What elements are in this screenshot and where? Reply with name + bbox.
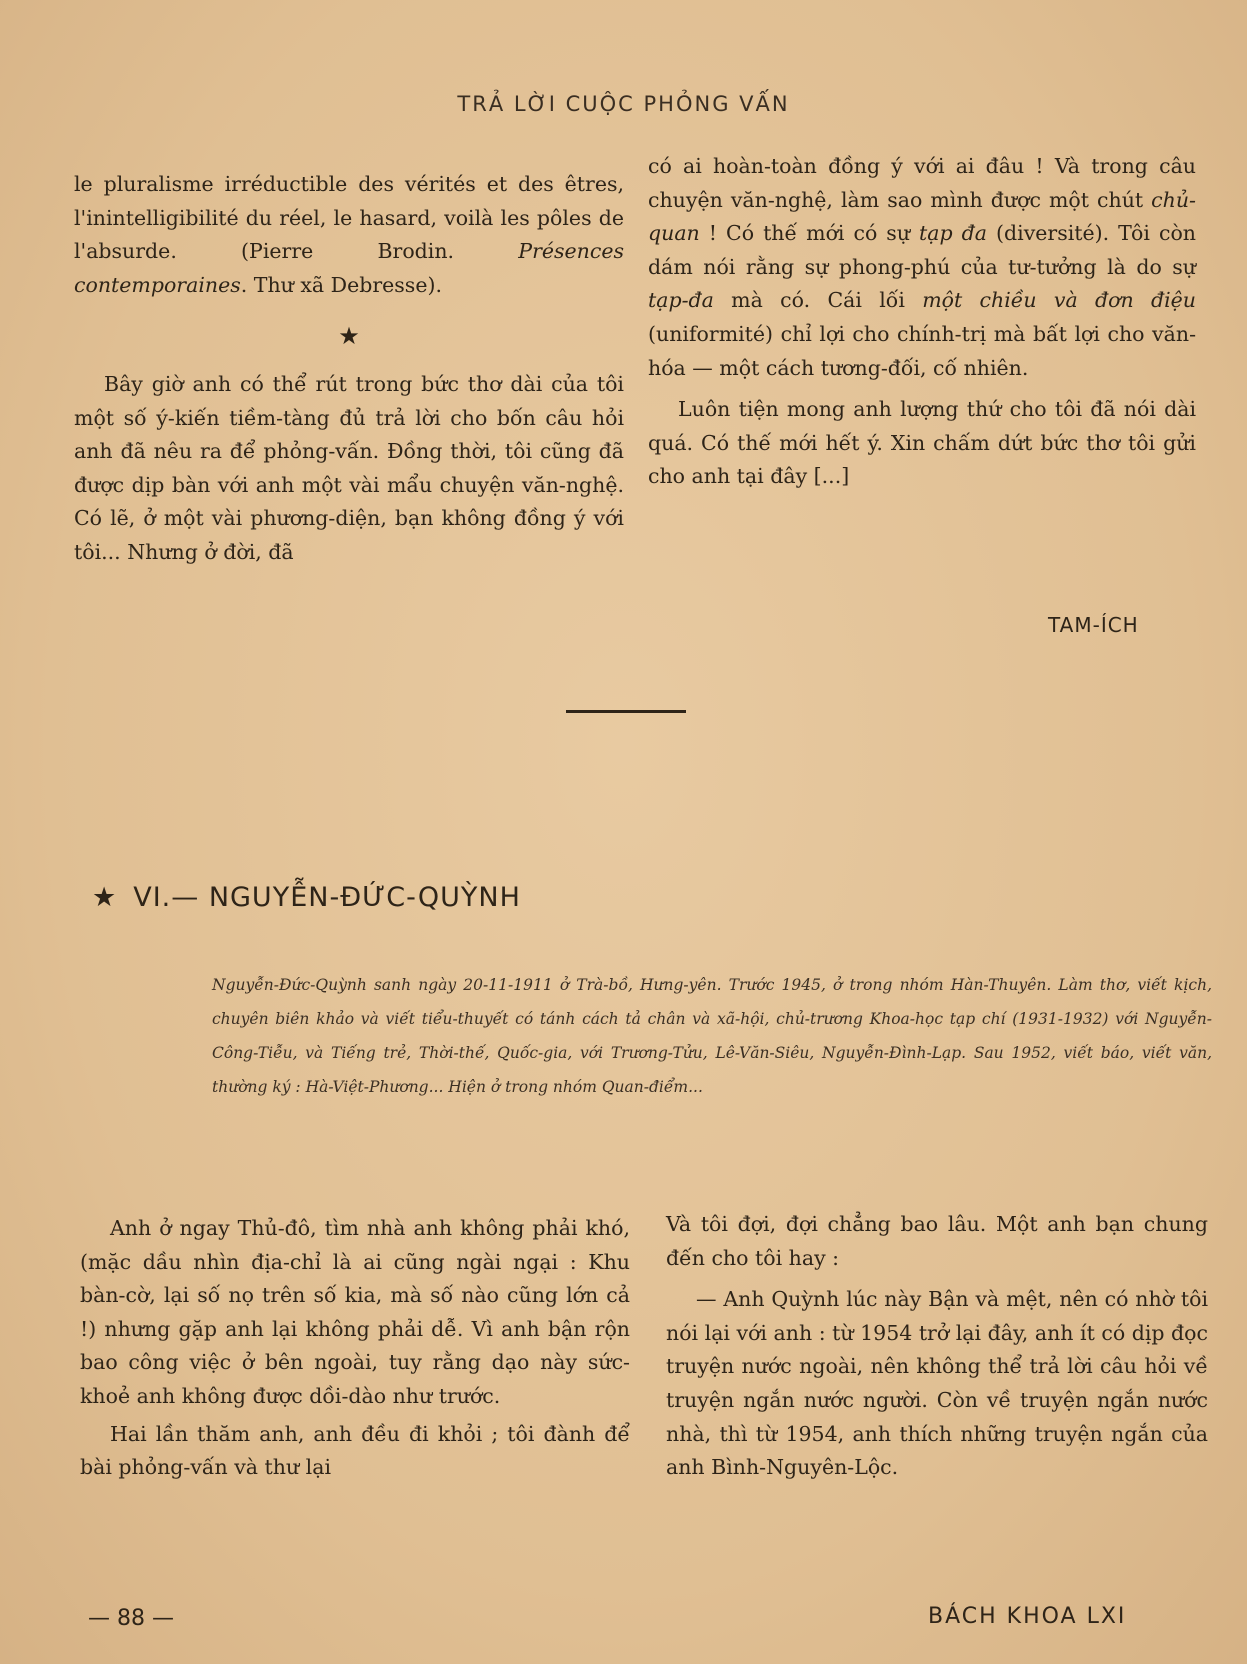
page-number: — 88 —: [88, 1606, 174, 1631]
left-column-bottom: [80, 1212, 630, 1485]
section-divider: [566, 710, 686, 713]
section-title: VI.— NGUYỄN-ĐỨC-QUỲNH: [133, 882, 521, 913]
book-title: Présences contemporaines: [74, 239, 624, 297]
body-paragraph: Và tôi đợi, đợi chẳng bao lâu. Một anh bạn chung đến cho tôi hay :: [666, 1212, 1208, 1270]
body-paragraph: Anh ở ngay Thủ-đô, tìm nhà anh không phải khó, (mặc dầu nhìn địa-chỉ là ai cũng ngài ngại : Khu bàn-cờ, lại số nọ trên số kia, mà số nào cũng lớn cả !) nhưng gặp anh lại không phải dễ. Vì anh bận rộn bao công việc ở bên ngoài, tuy rằng dạo này sức-khoẻ anh không được dồi-dào như trước.: [80, 1216, 630, 1408]
section-heading: [92, 882, 521, 913]
journal-name: BÁCH KHOA LXI: [928, 1604, 1127, 1629]
body-paragraph: Bây giờ anh có thể rút trong bức thơ dài của tôi một số ý-kiến tiềm-tàng đủ trả lời cho bốn câu hỏi anh đã nêu ra để phỏng-vấn. Đồng thời, tôi cũng đã được dịp bàn với anh một vài mẩu chuyện văn-nghệ. Có lẽ, ở một vài phương-diện, bạn không đồng ý với tôi... Nhưng ở đời, đã: [74, 371, 624, 564]
signature: TAM-ÍCH: [1048, 613, 1139, 637]
left-column-top: [74, 168, 624, 570]
body-paragraph: Luôn tiện mong anh lượng thứ cho tôi đã nói dài quá. Có thế mới hết ý. Xin chấm dứt bức thơ tôi gửi cho anh tại đây [...]: [648, 397, 1196, 489]
body-paragraph: Hai lần thăm anh, anh đều đi khỏi ; tôi đành để bài phỏng-vấn và thư lại: [80, 1421, 630, 1480]
body-paragraph: — Anh Quỳnh lúc này Bận và mệt, nên có nhờ tôi nói lại với anh : từ 1954 trở lại đây, anh ít có dịp đọc truyện nước ngoài, nên không thể trả lời câu hỏi về truyện ngắn nước người. Còn về truyện ngắn nước nhà, thì từ 1954, anh thích những truyện ngắn của anh Bình-Nguyên-Lộc.: [666, 1287, 1208, 1480]
page-header: TRẢ LỜI CUỘC PHỎNG VẤN: [457, 92, 790, 116]
quote-paragraph: le pluralisme irréductible des vérités et des êtres, l'inintelligibilité du réel, le hasard, voilà les pôles de l'absurde. (Pierre Brodin. Présences contemporaines. Thư xã Debresse).: [74, 172, 624, 297]
right-column-bottom: [666, 1208, 1208, 1485]
star-icon: ★: [92, 882, 118, 913]
star-divider-icon: ★: [338, 322, 360, 351]
right-column-top: [648, 150, 1196, 494]
body-paragraph: có ai hoàn-toàn đồng ý với ai đâu ! Và trong câu chuyện văn-nghệ, làm sao mình được một chút chủ-quan ! Có thế mới có sự tạp đa (diversité). Tôi còn dám nói rằng sự phong-phú của tư-tưởng là do sự tạp-đa mà có. Cái lối một chiều và đơn điệu (uniformité) chỉ lợi cho chính-trị mà bất lợi cho văn-hóa — một cách tương-đối, cố nhiên.: [648, 154, 1196, 380]
author-bio: Nguyễn-Đức-Quỳnh sanh ngày 20-11-1911 ở Trà-bồ, Hưng-yên. Trước 1945, ở trong nhóm Hàn-Thuyên. Làm thơ, viết kịch, chuyên biên khảo và viết tiểu-thuyết có tánh cách tả chân và xã-hội, chủ-trương Khoa-học tạp chí (1931-1932) với Nguyễn-Công-Tiễu, và Tiếng trẻ, Thời-thế, Quốc-gia, với Trương-Tửu, Lê-Văn-Siêu, Nguyễn-Đình-Lạp. Sau 1952, viết báo, viết văn, thường ký : Hà-Việt-Phương... Hiện ở trong nhóm Quan-điểm...: [212, 976, 1212, 1096]
